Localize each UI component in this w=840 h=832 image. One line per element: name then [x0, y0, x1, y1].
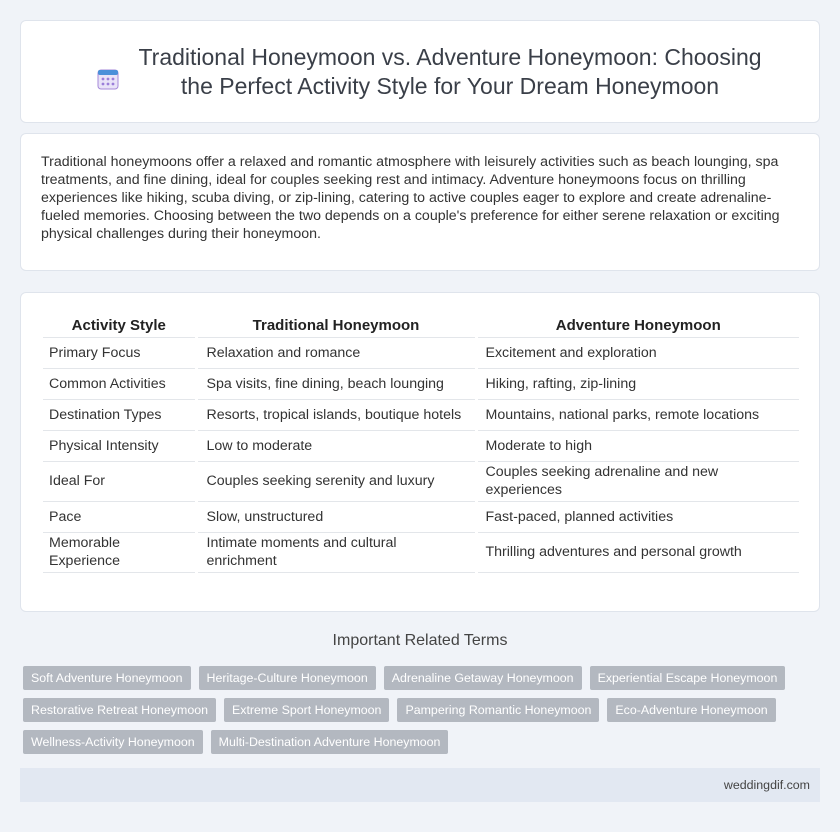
related-term-tag[interactable]: Soft Adventure Honeymoon — [23, 666, 191, 690]
table-cell: Common Activities — [43, 368, 196, 399]
table-row — [43, 399, 799, 430]
table-cell: Couples seeking adrenaline and new experiences — [476, 461, 799, 501]
related-term-tag[interactable]: Restorative Retreat Honeymoon — [23, 698, 216, 722]
table-cell: Fast-paced, planned activities — [476, 501, 799, 532]
column-header: Traditional Honeymoon — [196, 313, 476, 337]
comparison-table — [43, 313, 799, 573]
table-row — [43, 532, 799, 572]
table-cell: Primary Focus — [43, 337, 196, 368]
related-term-tag[interactable]: Multi-Destination Adventure Honeymoon — [211, 730, 449, 754]
table-cell: Memorable Experience — [43, 532, 196, 572]
table-cell: Resorts, tropical islands, boutique hotels — [196, 399, 476, 430]
table-cell: Moderate to high — [476, 430, 799, 461]
intro-card — [20, 133, 820, 271]
table-cell: Hiking, rafting, zip-lining — [476, 368, 799, 399]
table-cell: Excitement and exploration — [476, 337, 799, 368]
column-header: Adventure Honeymoon — [476, 313, 799, 337]
table-row — [43, 501, 799, 532]
table-row — [43, 368, 799, 399]
table-cell: Intimate moments and cultural enrichment — [196, 532, 476, 572]
related-term-tag[interactable]: Experiential Escape Honeymoon — [590, 666, 786, 690]
table-cell: Ideal For — [43, 461, 196, 501]
table-row — [43, 461, 799, 501]
page-title: Traditional Honeymoon vs. Adventure Honeymoon: Choosing the Perfect Activity Style for Your Dream Honeymoon — [138, 43, 762, 99]
table-cell: Low to moderate — [196, 430, 476, 461]
related-term-tag[interactable]: Eco-Adventure Honeymoon — [607, 698, 775, 722]
table-header-row — [43, 313, 799, 337]
table-row — [43, 430, 799, 461]
calendar-icon — [96, 67, 120, 91]
related-term-tag[interactable]: Extreme Sport Honeymoon — [224, 698, 389, 722]
related-terms-list — [23, 666, 823, 762]
table-row — [43, 337, 799, 368]
table-cell: Slow, unstructured — [196, 501, 476, 532]
table-cell: Spa visits, fine dining, beach lounging — [196, 368, 476, 399]
related-term-tag[interactable]: Heritage-Culture Honeymoon — [199, 666, 376, 690]
footer-site-link[interactable]: weddingdif.com — [723, 778, 810, 792]
footer — [20, 768, 820, 802]
title-card — [20, 20, 820, 123]
table-cell: Pace — [43, 501, 196, 532]
table-cell: Physical Intensity — [43, 430, 196, 461]
table-cell: Relaxation and romance — [196, 337, 476, 368]
intro-paragraph: Traditional honeymoons offer a relaxed and romantic atmosphere with leisurely activities such as beach lounging, spa treatments, and fine dining, ideal for couples seeking rest and intimacy. Adventure honeymoons focus on thrilling experiences like hiking, scuba diving, or zip-lining, catering to active couples eager to explore and create adrenaline-fueled memories. Choosing between the two depends on a couple's preference for either serene relaxation or exciting physical challenges during their honeymoon. — [41, 154, 780, 242]
related-term-tag[interactable]: Adrenaline Getaway Honeymoon — [384, 666, 582, 690]
column-header: Activity Style — [43, 313, 196, 337]
related-term-tag[interactable]: Pampering Romantic Honeymoon — [397, 698, 599, 722]
table-cell: Destination Types — [43, 399, 196, 430]
related-terms-title: Important Related Terms — [332, 632, 508, 649]
table-cell: Couples seeking serenity and luxury — [196, 461, 476, 501]
comparison-card — [20, 292, 820, 612]
table-cell: Mountains, national parks, remote locations — [476, 399, 799, 430]
related-term-tag[interactable]: Wellness-Activity Honeymoon — [23, 730, 203, 754]
table-cell: Thrilling adventures and personal growth — [476, 532, 799, 572]
